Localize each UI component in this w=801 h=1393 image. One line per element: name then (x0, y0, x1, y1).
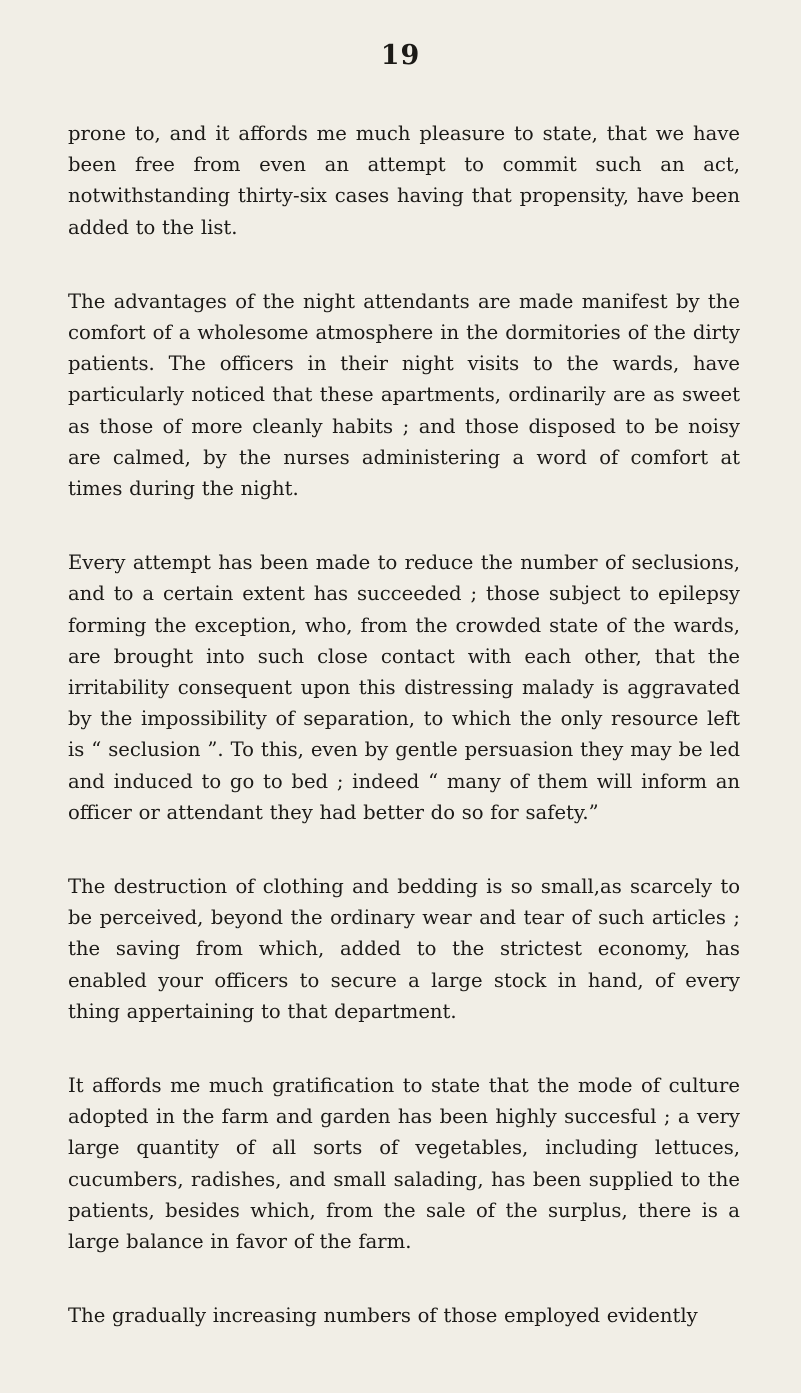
paragraph-night-attendants: The advantages of the night attendants are made manifest by the comfort of a wholesome atmosphere in the dormitories of the dirty patients. The officers in their night visits to the wards, have particularly noticed that these apartments, ordinarily are as sweet as those of more cleanly habits ; and those disposed to be noisy are calmed, by the nurses administering a word of comfort at times during the night. (68, 289, 740, 501)
paragraph-employed-numbers: The gradually increasing numbers of those employed evidently (68, 1304, 698, 1328)
paragraph-clothing-bedding: The destruction of clothing and bedding is so small,as scarcely to be perceived, beyond the ordinary wear and tear of such articles ; the saving from which, added to the strictest economy, has enabled your officers to secure a large stock in hand, of every thing appertaining to that department. (68, 875, 740, 1023)
paragraph-seclusions: Every attempt has been made to reduce the number of seclusions, and to a certain extent has succeeded ; those subject to epilepsy forming the exception, who, from the crowded state of the wards, are brought into such close contact with each other, that the irritability consequent upon this distressing malady is aggravated by the impossibility of separation, to which the only resource left is “ seclusion ”. To this, even by gentle persuasion they may be led and induced to go to bed ; indeed “ many of them will inform an officer or attendant they had better do so for safety.” (68, 551, 740, 824)
page-number: 19 (380, 40, 421, 71)
paragraph-farm-garden: It affords me much gratification to state that the mode of culture adopted in the farm and garden has been highly succesful ; a very large quantity of all sorts of vegetables, including lettuces, cucumbers, radishes, and small salading, has been supplied to the patients, besides which, from the sale of the surplus, there is a large balance in favor of the farm. (68, 1074, 740, 1254)
paragraph-suicide-prevention: prone to, and it affords me much pleasure to state, that we have been free from even an attempt to commit such an act, notwithstanding thirty-six cases having that propensity, have been added to the list. (68, 122, 740, 239)
body-text (68, 118, 740, 1332)
